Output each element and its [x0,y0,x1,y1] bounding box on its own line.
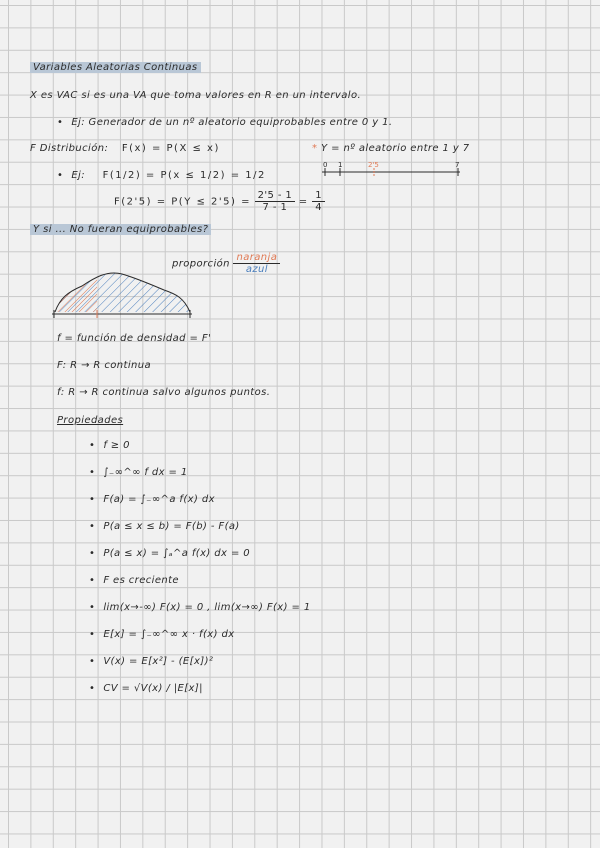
list-item: • E[x] = ∫₋∞^∞ x · f(x) dx [89,629,235,640]
density-definition: f = función de densidad = F' [57,333,212,344]
proportion-label: proporción $\frac{\text{naranja}}{\text{azul}}$ [172,252,280,275]
star-icon: * [312,143,318,154]
tick-7: 7 [455,161,460,169]
list-item: • CV = √V(x) / |E[x]| [89,683,203,694]
tick-0: 0 [323,161,328,169]
distribution-example-2: F(2'5) = P(Y ≤ 2'5) = $\frac{2'5 - 1}{7 - 1}$ = $\frac{1}{4}$ [114,190,325,213]
tick-2-5: 2'5 [368,161,379,169]
list-item: • ∫₋∞^∞ f dx = 1 [89,467,188,478]
fraction-result: $\frac{1}{4}$ [312,190,325,213]
F-mapping: F: R → R continua [57,360,152,371]
definition-text: X es VAC si es una VA que toma valores en R en un intervalo. [30,90,362,101]
list-item: • F(a) = ∫₋∞^a f(x) dx [89,494,215,505]
list-item: • lim(x→-∞) F(x) = 0 , lim(x→∞) F(x) = 1 [89,602,311,613]
side-note: * Y = nº aleatorio entre 1 y 7 [312,143,470,154]
list-item: • f ≥ 0 [89,440,130,451]
page-title: Variables Aleatorias Continuas [30,62,201,73]
properties-title: Propiedades [57,415,124,426]
distribution-line: F Distribución: F(x) = P(X ≤ x) [30,143,220,154]
f-mapping: f: R → R continua salvo algunos puntos. [57,387,271,398]
example-text: • Ej: Generador de un nº aleatorio equiprobables entre 0 y 1. [57,117,393,128]
number-line [322,160,472,180]
question-heading: Y si ... No fueran equiprobables? [30,224,211,235]
distribution-formula: F(x) = P(X ≤ x) [121,143,220,154]
distribution-example: • Ej: F(1/2) = P(x ≤ 1/2) = 1/2 [57,170,266,181]
density-sketch [52,268,197,318]
fraction-25: $\frac{2'5 - 1}{7 - 1}$ [255,190,296,213]
list-item: • P(a ≤ x ≤ b) = F(b) - F(a) [89,521,240,532]
proportion-fraction: $\frac{\text{naranja}}{\text{azul}}$ [233,252,280,275]
list-item: • P(a ≤ x) = ∫ₐ^a f(x) dx = 0 [89,548,251,559]
list-item: • V(x) = E[x²] - (E[x])² [89,656,214,667]
tick-1: 1 [338,161,343,169]
list-item: • F es creciente [89,575,179,586]
